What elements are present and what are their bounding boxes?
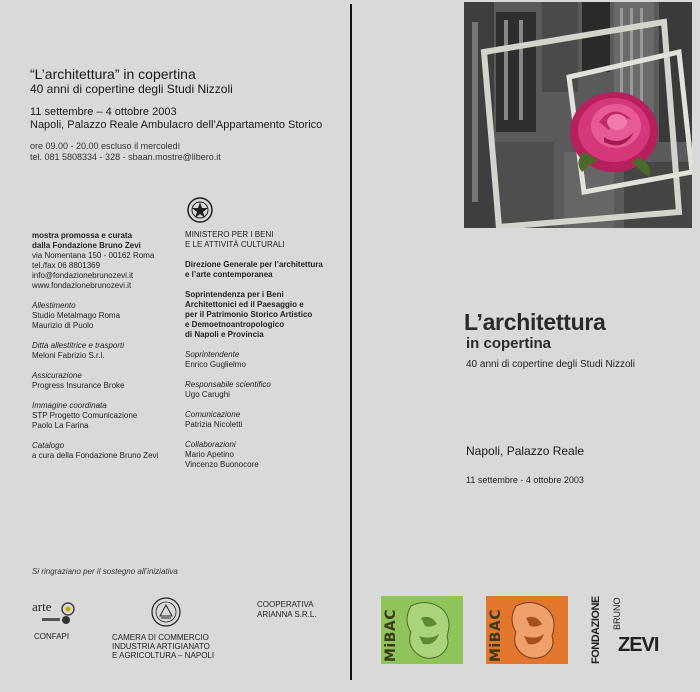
credit-value: Progress Insurance Broke	[32, 381, 125, 390]
direction-name: e l’arte contemporanea	[185, 270, 273, 279]
credit-label: Allestimento	[32, 301, 76, 310]
credit-label: Responsabile scientifico	[185, 380, 271, 389]
superintendency-name: Soprintendenza per i Beni	[185, 290, 284, 299]
credits-left-column	[32, 231, 182, 461]
zevi-logo-zevi: ZEVI	[618, 634, 659, 656]
promoter-line: dalla Fondazione Bruno Zevi	[32, 241, 141, 250]
chamber-seal-icon	[150, 596, 182, 628]
exhibition-title: “L’architettura” in copertina	[30, 66, 196, 82]
credit-value: a cura della Fondazione Bruno Zevi	[32, 451, 159, 460]
confapi-label: CONFAPI	[34, 632, 70, 641]
cover-image-rose-city	[464, 2, 692, 228]
mibac-logo-green	[381, 596, 463, 664]
ministry-name: E LE ATTIVITÀ CULTURALI	[185, 240, 285, 249]
credit-label: Soprintendente	[185, 350, 240, 359]
credit-value: Ugo Carughi	[185, 390, 230, 399]
promoter-telfax: tel./fax 06 8801369	[32, 261, 101, 270]
credit-value: Maurizio di Puolo	[32, 321, 94, 330]
cooperative-name	[257, 600, 317, 620]
republic-emblem-icon	[186, 196, 214, 224]
zevi-logo-bruno: BRUNO	[612, 597, 622, 630]
direction-name: Direzione Generale per l’architettura	[185, 260, 323, 269]
exhibition-subtitle: 40 anni di copertine degli Studi Nizzoli	[30, 82, 233, 96]
promoter-web: www.fondazionebrunozevi.it	[32, 281, 132, 290]
credit-value: Paolo La Farina	[32, 421, 89, 430]
credit-value: Studio Metalmago Roma	[32, 311, 121, 320]
credit-label: Immagine coordinata	[32, 401, 107, 410]
credit-value: Mario Apetino	[185, 450, 234, 459]
fondazione-zevi-logo	[590, 594, 660, 664]
credit-value: Vincenzo Buonocore	[185, 460, 259, 469]
arte-logo-text: arte	[32, 599, 52, 614]
credit-label: Collaborazioni	[185, 440, 236, 449]
exhibition-dates: 11 settembre – 4 ottobre 2003	[30, 106, 177, 118]
credit-label: Comunicazione	[185, 410, 241, 419]
arte-underline-icon	[42, 615, 72, 625]
credits-right-column	[185, 230, 345, 470]
credit-label: Assicurazione	[32, 371, 82, 380]
credit-value: Enrico Guglielmo	[185, 360, 246, 369]
superintendency-name: Architettonici ed il Paesaggio e	[185, 300, 304, 309]
exhibition-venue: Napoli, Palazzo Reale Ambulacro dell’Appartamento Storico	[30, 119, 323, 131]
sponsors-thanks: Si ringraziano per il sostegno all’iniziativa	[32, 567, 178, 576]
superintendency-name: di Napoli e Provincia	[185, 330, 264, 339]
arte-logo	[32, 599, 78, 627]
credit-value: Meloni Fabrizio S.r.l.	[32, 351, 105, 360]
cover-subtitle: 40 anni di copertine degli Studi Nizzoli	[466, 359, 635, 370]
credit-value: Patrizia Nicoletti	[185, 420, 243, 429]
cover-title: L’architettura	[464, 309, 606, 335]
cover-title-line2: in copertina	[466, 335, 552, 352]
contact-info: tel. 081 5808334 - 328 - sbaan.mostre@libero.it	[30, 152, 221, 162]
credit-label: Ditta allestitrice e trasporti	[32, 341, 125, 350]
zevi-logo-fondazione: FONDAZIONE	[590, 596, 602, 664]
chamber-of-commerce-name	[112, 633, 242, 660]
cover-venue: Napoli, Palazzo Reale	[466, 444, 585, 458]
promoter-address: via Nomentana 150 - 00162 Roma	[32, 251, 155, 260]
chamber-line: CAMERA DI COMMERCIO	[112, 633, 209, 642]
mibac-logo-orange	[486, 596, 568, 664]
ministry-name: MINISTERO PER I BENI	[185, 230, 274, 239]
coop-line: ARIANNA S.R.L.	[257, 610, 317, 619]
credit-value: STP Progetto Comunicazione	[32, 411, 138, 420]
credit-label: Catalogo	[32, 441, 65, 450]
superintendency-name: e Demoetnoantropologico	[185, 320, 285, 329]
cover-dates: 11 settembre - 4 ottobre 2003	[466, 475, 584, 485]
chamber-line: E AGRICOLTURA – NAPOLI	[112, 651, 215, 660]
mibac-text: MiBAC	[383, 608, 399, 662]
promoter-line: mostra promossa e curata	[32, 231, 133, 240]
chamber-line: INDUSTRIA ARTIGIANATO	[112, 642, 210, 651]
mibac-text: MiBAC	[488, 608, 504, 662]
fold-divider	[350, 4, 352, 680]
coop-line: COOPERATIVA	[257, 600, 314, 609]
promoter-email: info@fondazionebrunozevi.it	[32, 271, 134, 280]
superintendency-name: per il Patrimonio Storico Artistico	[185, 310, 313, 319]
opening-hours: ore 09.00 - 20.00 escluso il mercoledì	[30, 141, 181, 151]
